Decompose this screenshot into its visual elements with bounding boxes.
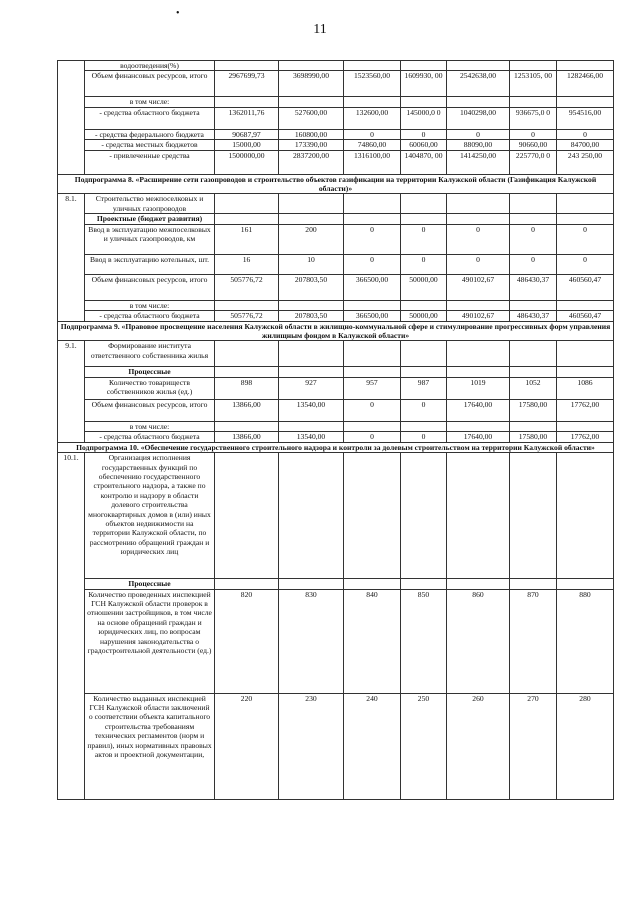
- empty-cell: [447, 453, 510, 579]
- group-row: [58, 367, 614, 377]
- table-row: [58, 140, 614, 150]
- value-cell: 1404870, 00: [401, 150, 447, 174]
- empty-cell: [510, 194, 557, 214]
- subprogram-title: Подпрограмма 9. «Правовое просвещение населения Калужской области в жилищно-коммунальной сфере и стимулирование прогрессивных форм управления жилищным фондом в Калужской области»: [58, 321, 614, 341]
- table-row: [58, 589, 614, 693]
- value-cell: [344, 61, 401, 71]
- table-row: [58, 432, 614, 442]
- table-row: [58, 453, 614, 579]
- value-cell: [510, 61, 557, 71]
- value-cell: 200: [279, 224, 344, 254]
- empty-cell: [557, 367, 614, 377]
- table-row: [58, 129, 614, 139]
- value-cell: 460560,47: [557, 274, 614, 300]
- item-label: Формирование института ответственного собственника жилья: [85, 341, 215, 367]
- value-cell: [447, 97, 510, 107]
- value-cell: 50000,00: [401, 311, 447, 321]
- empty-cell: [215, 367, 279, 377]
- page-number: 11: [313, 22, 327, 37]
- table-row: [58, 254, 614, 274]
- value-cell: 17762,00: [557, 399, 614, 421]
- group-label: Проектные (бюджет развития): [85, 214, 215, 224]
- value-cell: [401, 300, 447, 310]
- empty-cell: [510, 453, 557, 579]
- value-cell: 0: [557, 129, 614, 139]
- empty-cell: [557, 453, 614, 579]
- subprogram-title: Подпрограмма 8. «Расширение сети газопроводов и строительство объектов газификации на территории Калужской области (Газификация Калужской области)»: [58, 174, 614, 194]
- value-cell: 820: [215, 589, 279, 693]
- value-cell: 1609930, 00: [401, 71, 447, 97]
- value-cell: 250: [401, 693, 447, 799]
- row-label: - средства федерального бюджета: [85, 129, 215, 139]
- value-cell: 3698990,00: [279, 71, 344, 97]
- value-cell: [447, 61, 510, 71]
- value-cell: 898: [215, 377, 279, 399]
- empty-cell: [344, 194, 401, 214]
- value-cell: 505776,72: [215, 311, 279, 321]
- value-cell: [557, 300, 614, 310]
- table-row: [58, 399, 614, 421]
- row-label: Объем финансовых ресурсов, итого: [85, 71, 215, 97]
- value-cell: 84700,00: [557, 140, 614, 150]
- value-cell: 850: [401, 589, 447, 693]
- row-label: Объем финансовых ресурсов, итого: [85, 399, 215, 421]
- value-cell: 1362011,76: [215, 107, 279, 129]
- value-cell: 870: [510, 589, 557, 693]
- empty-cell: [344, 579, 401, 589]
- value-cell: 2837200,00: [279, 150, 344, 174]
- value-cell: 0: [401, 254, 447, 274]
- number-cell: [58, 61, 85, 175]
- value-cell: 2542638,00: [447, 71, 510, 97]
- value-cell: 0: [344, 254, 401, 274]
- value-cell: [215, 421, 279, 431]
- value-cell: [344, 97, 401, 107]
- value-cell: 0: [344, 129, 401, 139]
- row-label: Объем финансовых ресурсов, итого: [85, 274, 215, 300]
- value-cell: 490102,67: [447, 274, 510, 300]
- row-label: Ввод в эксплуатацию межпоселковых и уличных газопроводов, км: [85, 224, 215, 254]
- empty-cell: [401, 367, 447, 377]
- value-cell: 860: [447, 589, 510, 693]
- item-label: Строительство межпоселковых и уличных газопроводов: [85, 194, 215, 214]
- value-cell: 840: [344, 589, 401, 693]
- empty-cell: [447, 367, 510, 377]
- table-row: [58, 150, 614, 174]
- group-row: [58, 214, 614, 224]
- table-row: [58, 97, 614, 107]
- value-cell: 1253105, 00: [510, 71, 557, 97]
- value-cell: 280: [557, 693, 614, 799]
- value-cell: 1019: [447, 377, 510, 399]
- value-cell: 0: [447, 224, 510, 254]
- value-cell: 0: [401, 399, 447, 421]
- table-row: [58, 311, 614, 321]
- empty-cell: [215, 453, 279, 579]
- value-cell: 486430,37: [510, 311, 557, 321]
- table-row: [58, 421, 614, 431]
- item-number: 9.1.: [58, 341, 85, 442]
- row-label: Количество проведенных инспекцией ГСН Калужской области проверок в отношении застройщиков, в том числе на основе обращений граждан и юридических лиц, по вопросам нарушения законодательства о градостроительной деятельности (ед.): [85, 589, 215, 693]
- value-cell: 220: [215, 693, 279, 799]
- value-cell: 60060,00: [401, 140, 447, 150]
- value-cell: 0: [557, 224, 614, 254]
- group-label: Процессные: [85, 579, 215, 589]
- group-row: [58, 579, 614, 589]
- value-cell: 0: [401, 129, 447, 139]
- empty-cell: [279, 579, 344, 589]
- value-cell: 132600,00: [344, 107, 401, 129]
- group-label: Процессные: [85, 367, 215, 377]
- empty-cell: [401, 453, 447, 579]
- value-cell: 207803,50: [279, 311, 344, 321]
- value-cell: 1500000,00: [215, 150, 279, 174]
- empty-cell: [510, 341, 557, 367]
- table-row: [58, 71, 614, 97]
- value-cell: 0: [401, 224, 447, 254]
- value-cell: 74860,00: [344, 140, 401, 150]
- row-label: Количество товариществ собственников жилья (ед.): [85, 377, 215, 399]
- item-number: 10.1.: [58, 453, 85, 799]
- value-cell: 17762,00: [557, 432, 614, 442]
- value-cell: 13540,00: [279, 399, 344, 421]
- empty-cell: [510, 367, 557, 377]
- value-cell: 460560,47: [557, 311, 614, 321]
- value-cell: [401, 97, 447, 107]
- value-cell: 1282466,00: [557, 71, 614, 97]
- row-label: в том числе:: [85, 421, 215, 431]
- table-row: [58, 107, 614, 129]
- empty-cell: [447, 579, 510, 589]
- empty-cell: [279, 214, 344, 224]
- empty-cell: [279, 453, 344, 579]
- value-cell: 490102,67: [447, 311, 510, 321]
- empty-cell: [401, 341, 447, 367]
- row-label: водоотведения(%): [85, 61, 215, 71]
- programme-table: [57, 60, 614, 800]
- value-cell: 225770,0 0: [510, 150, 557, 174]
- empty-cell: [557, 214, 614, 224]
- value-cell: 1086: [557, 377, 614, 399]
- value-cell: [447, 421, 510, 431]
- row-label: Ввод в эксплуатацию котельных, шт.: [85, 254, 215, 274]
- value-cell: [215, 97, 279, 107]
- table-row: [58, 224, 614, 254]
- value-cell: 270: [510, 693, 557, 799]
- value-cell: [215, 61, 279, 71]
- value-cell: 954516,00: [557, 107, 614, 129]
- value-cell: 0: [510, 129, 557, 139]
- value-cell: [557, 97, 614, 107]
- value-cell: 10: [279, 254, 344, 274]
- subprogram-title-row: [58, 174, 614, 194]
- row-label: - средства местных бюджетов: [85, 140, 215, 150]
- row-label: - средства областного бюджета: [85, 432, 215, 442]
- value-cell: 17580,00: [510, 399, 557, 421]
- value-cell: [279, 421, 344, 431]
- value-cell: 1414250,00: [447, 150, 510, 174]
- value-cell: [344, 300, 401, 310]
- value-cell: 88090,00: [447, 140, 510, 150]
- value-cell: [215, 300, 279, 310]
- value-cell: 486430,37: [510, 274, 557, 300]
- empty-cell: [279, 194, 344, 214]
- value-cell: [279, 97, 344, 107]
- value-cell: [557, 421, 614, 431]
- value-cell: [279, 300, 344, 310]
- empty-cell: [447, 341, 510, 367]
- empty-cell: [557, 194, 614, 214]
- value-cell: 0: [557, 254, 614, 274]
- value-cell: 0: [447, 254, 510, 274]
- value-cell: 17640,00: [447, 399, 510, 421]
- value-cell: 366500,00: [344, 274, 401, 300]
- subprogram-title: Подпрограмма 10. «Обеспечение государственного строительного надзора и контроли за долевым строительством на территории Калужской области»: [58, 442, 614, 452]
- row-label: - средства областного бюджета: [85, 311, 215, 321]
- value-cell: 505776,72: [215, 274, 279, 300]
- row-label: - привлеченные средства: [85, 150, 215, 174]
- value-cell: [510, 421, 557, 431]
- value-cell: 13540,00: [279, 432, 344, 442]
- table-row: [58, 377, 614, 399]
- empty-cell: [344, 341, 401, 367]
- value-cell: 936675,0 0: [510, 107, 557, 129]
- value-cell: 13866,00: [215, 432, 279, 442]
- empty-cell: [344, 453, 401, 579]
- value-cell: 160800,00: [279, 129, 344, 139]
- empty-cell: [215, 194, 279, 214]
- row-label: в том числе:: [85, 300, 215, 310]
- empty-cell: [401, 579, 447, 589]
- value-cell: 0: [447, 129, 510, 139]
- table-row: [58, 274, 614, 300]
- value-cell: 161: [215, 224, 279, 254]
- table-row: [58, 693, 614, 799]
- value-cell: 0: [401, 432, 447, 442]
- empty-cell: [215, 579, 279, 589]
- table-row: [58, 194, 614, 214]
- value-cell: 243 250,00: [557, 150, 614, 174]
- value-cell: 13866,00: [215, 399, 279, 421]
- empty-cell: [510, 214, 557, 224]
- value-cell: [510, 300, 557, 310]
- row-label: Количество выданных инспекцией ГСН Калужской области заключений о соответствии объекта капитального строительства требованиям технических регламентов (норм и правил), иных нормативных правовых актов и проектной документации,: [85, 693, 215, 799]
- value-cell: 173390,00: [279, 140, 344, 150]
- value-cell: 830: [279, 589, 344, 693]
- value-cell: 50000,00: [401, 274, 447, 300]
- value-cell: [344, 421, 401, 431]
- value-cell: 90660,00: [510, 140, 557, 150]
- empty-cell: [344, 214, 401, 224]
- empty-cell: [215, 214, 279, 224]
- empty-cell: [510, 579, 557, 589]
- empty-cell: [279, 367, 344, 377]
- row-label: в том числе:: [85, 97, 215, 107]
- value-cell: [279, 61, 344, 71]
- table-row: [58, 61, 614, 71]
- value-cell: 16: [215, 254, 279, 274]
- value-cell: 1523560,00: [344, 71, 401, 97]
- value-cell: 260: [447, 693, 510, 799]
- value-cell: [447, 300, 510, 310]
- subprogram-title-row: [58, 321, 614, 341]
- empty-cell: [401, 194, 447, 214]
- value-cell: 527600,00: [279, 107, 344, 129]
- value-cell: [401, 421, 447, 431]
- value-cell: 0: [344, 224, 401, 254]
- subprogram-title-row: [58, 442, 614, 452]
- value-cell: 880: [557, 589, 614, 693]
- item-number: 8.1.: [58, 194, 85, 321]
- value-cell: 366500,00: [344, 311, 401, 321]
- empty-cell: [447, 214, 510, 224]
- value-cell: 17640,00: [447, 432, 510, 442]
- value-cell: 145000,0 0: [401, 107, 447, 129]
- table-row: [58, 300, 614, 310]
- value-cell: [401, 61, 447, 71]
- value-cell: 230: [279, 693, 344, 799]
- value-cell: 207803,50: [279, 274, 344, 300]
- row-label: - средства областного бюджета: [85, 107, 215, 129]
- table-row: [58, 341, 614, 367]
- value-cell: [510, 97, 557, 107]
- empty-cell: [557, 579, 614, 589]
- empty-cell: [279, 341, 344, 367]
- value-cell: 240: [344, 693, 401, 799]
- scan-mark: •: [176, 8, 180, 19]
- value-cell: [557, 61, 614, 71]
- item-label: Организация исполнения государственных функций по обеспечению государственного строительного надзора, а также по контролю и надзору в области долевого строительства многоквартирных домов в (или) иных объектов недвижимости на территории Калужской области, по рассмотрению обращений граждан и юридических лиц: [85, 453, 215, 579]
- empty-cell: [557, 341, 614, 367]
- empty-cell: [344, 367, 401, 377]
- value-cell: 17580,00: [510, 432, 557, 442]
- value-cell: 987: [401, 377, 447, 399]
- value-cell: 2967699,73: [215, 71, 279, 97]
- value-cell: 1316100,00: [344, 150, 401, 174]
- value-cell: 927: [279, 377, 344, 399]
- empty-cell: [447, 194, 510, 214]
- empty-cell: [215, 341, 279, 367]
- value-cell: 0: [510, 254, 557, 274]
- value-cell: 90687,97: [215, 129, 279, 139]
- value-cell: 15000,00: [215, 140, 279, 150]
- value-cell: 0: [344, 432, 401, 442]
- value-cell: 1040298,00: [447, 107, 510, 129]
- value-cell: 1052: [510, 377, 557, 399]
- value-cell: 957: [344, 377, 401, 399]
- empty-cell: [401, 214, 447, 224]
- value-cell: 0: [510, 224, 557, 254]
- value-cell: 0: [344, 399, 401, 421]
